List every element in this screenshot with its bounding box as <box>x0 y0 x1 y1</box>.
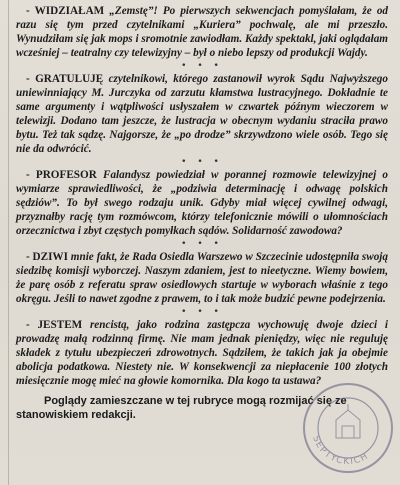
comment-text: czytelnikowi, którego zastanowił wyrok Sądu Najwyższego uniewinniający M. Jurczyka od zarzutu kłamstwa lustracyjnego. Dokładnie te same argumenty i wątpliwości usłyszałem w czwartek późnym wieczorem w telewizji. Dodano tam jeszcze, że lustracja w obecnym wydaniu straciła prawo bytu. Też tak sądzę. Najgorsze, że „po drodze” skrzywdzono wiele osób. Tego się nie da odwrócić. <box>16 73 388 155</box>
comment-text: mnie fakt, że Rada Osiedla Warszewo w Szczecinie udostępniła swoją siedzibę komisji wyborczej. Naszym zdaniem, jest to nieetyczne. Wiemy bowiem, że parę osób z referatu spraw osiedlowych startuje w wyborach właśnie z tego okręgu. Jeśli to nawet zgodne z prawem, to i tak może budzić pewne podejrzenia. <box>16 251 388 305</box>
comment-text: rencistą, jako rodzina zastępcza wychowuję dwoje dzieci i prowadzę małą rodzinną firmę. Nie mam jednak pieniędzy, więc nie reguluję składek z tytułu ubezpieczeń zdrowotnych. Sądziłem, że takich jak ja obejmie abolicja podatkowa. Niestety nie. W konsekwencji za niepłacenie 100 złotych miesięcznie mogę mieć na głowie komornika. Dla kogo ta ustawa? <box>16 319 388 387</box>
separator: • • • <box>181 157 223 167</box>
stamp-text: SEPTYCKICH <box>310 434 371 468</box>
reader-comment-5 <box>16 318 388 388</box>
reader-comment-1 <box>16 4 388 60</box>
comment-lead: - GRATULUJĘ <box>26 73 104 85</box>
comment-lead: - PROFESOR <box>26 169 97 181</box>
reader-comment-2 <box>16 72 388 156</box>
comment-text: Falandysz powiedział w porannej rozmowie telewizyjnej o wymiarze sprawiedliwości, że „podziwia determinację i odwagę polskich sędziów”. To był swego rodzaju unik. Gdyby miał więcej cywilnej odwagi, przyznałby rację tym rozmówcom, którzy telefonicznie mówili o ułomnościach orzecznictwa i zbyt częstych pomyłkach sądów. Solidarność zawodowa? <box>16 169 388 237</box>
reader-comment-4 <box>16 250 388 306</box>
comment-lead: - WIDZIAŁAM <box>26 5 105 17</box>
library-stamp-icon <box>300 380 396 476</box>
editorial-disclaimer: Poglądy zamieszczane w tej rubryce mogą rozmijać się ze stanowiskiem redakcji. <box>16 395 347 421</box>
comment-lead: - DZIWI <box>26 251 68 263</box>
separator: • • • <box>181 307 223 317</box>
comment-text: „Zemstę”! Po pierwszych sekwencjach pomyślałam, że od razu się tym przed czytelnikami „Kuriera” pochwalę, ale mi przeszło. Wynudziłam się jak mops i sromotnie zawiodłam. Każdy spektakl, jaki oglądałam wcześniej – teatralny czy telewizyjny – był o niebo lepszy od produkcji Wajdy. <box>16 5 389 59</box>
reader-comment-3 <box>16 168 388 238</box>
separator: • • • <box>181 61 223 71</box>
separator: • • • <box>181 239 223 249</box>
comment-lead: - JESTEM <box>26 319 83 331</box>
